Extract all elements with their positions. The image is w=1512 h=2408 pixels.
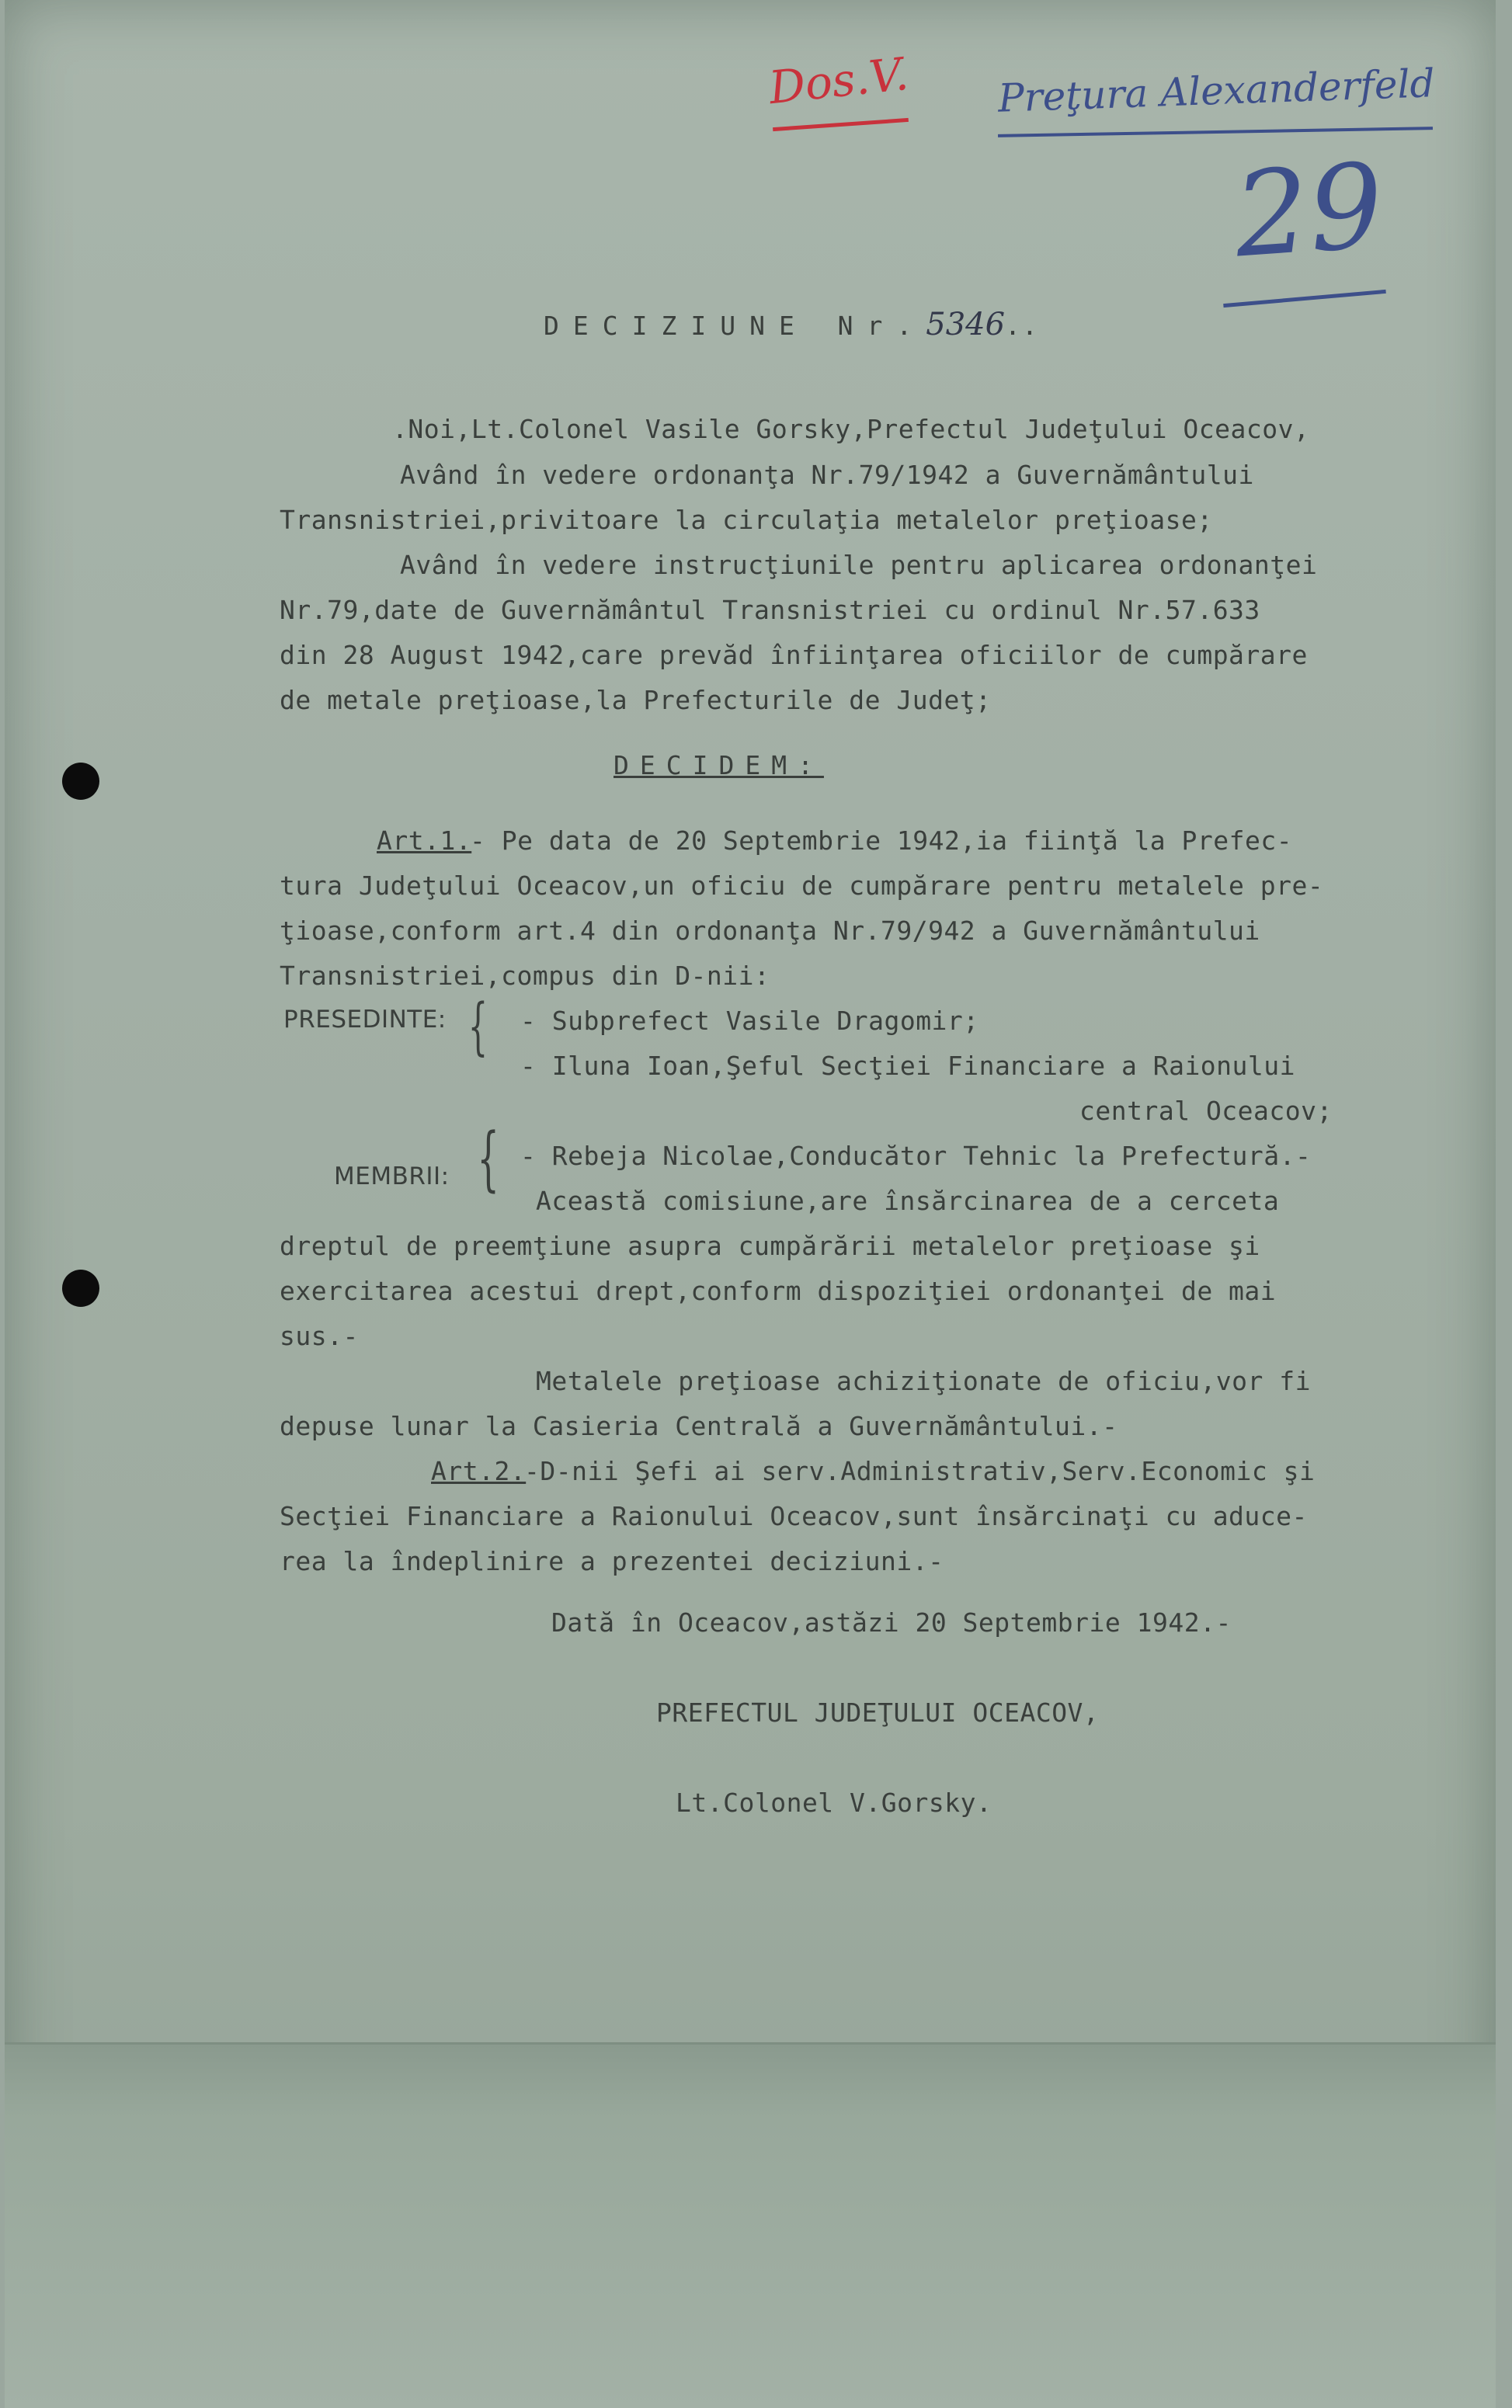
paper-fold [5,2042,1496,2408]
handwritten-note: Preţura Alexanderfeld [997,61,1436,121]
art2-label: Art.2. [431,1456,527,1486]
art1-para2-2: depuse lunar la Casieria Centrală a Guvernământului.- [280,1411,1118,1441]
body-line-2: Având în vedere ordonanţa Nr.79/1942 a Guvernământului [400,460,1254,490]
membrii-label: MEMBRII: [334,1162,450,1190]
art1-cont-2: dreptul de preemţiune asupra cumpărării metalelor preţioase şi [280,1231,1260,1261]
signature-name: Lt.Colonel V.Gorsky. [676,1788,992,1818]
decidem-heading: DECIDEM: [613,750,824,780]
body-line-3: Transnistriei,privitoare la circulaţia metalelor preţioase; [280,505,1213,535]
art1-label: Art.1. [377,825,472,856]
art1-cont-3: exercitarea acestui drept,conform dispoziţiei ordonanţei de mai [280,1276,1277,1306]
red-archive-mark: Dos.V. [766,47,911,115]
art1-cont-4: sus.- [280,1321,359,1351]
membru-2: - Rebeja Nicolae,Conducător Tehnic la Prefectură.- [520,1141,1312,1171]
presedinte-name: - Subprefect Vasile Dragomir; [520,1006,979,1036]
document-title: DECIZIUNE Nr.5346.. [544,307,1039,342]
art2-line-3: rea la îndeplinire a prezentei deciziuni.- [280,1546,944,1576]
art1-line-1: - Pe data de 20 Septembrie 1942,ia fiinţă la Prefec- [470,825,1293,856]
decision-number: 5346 [926,307,1006,342]
art1-line-3: ţioase,conform art.4 din ordonanţa Nr.79/942 a Guvernământului [280,916,1260,946]
body-line-7: de metale preţioase,la Prefecturile de Judeţ; [280,685,992,715]
art1-cont-1: Această comisiune,are însărcinarea de a cerceta [536,1186,1280,1216]
presedinte-brace: { [468,990,488,1062]
art2-line-1: -D-nii Şefi ai serv.Administrativ,Serv.Economic şi [524,1456,1316,1486]
membru-1-line-2: central Oceacov; [1079,1096,1333,1126]
presedinte-label: PRESEDINTE: [283,1006,447,1034]
signature-title: PREFECTUL JUDEŢULUI OCEACOV, [656,1697,1100,1728]
body-line-4: Având în vedere instrucţiunile pentru aplicarea ordonanţei [400,550,1318,580]
punch-hole-bottom [62,1270,99,1307]
art1-para2-1: Metalele preţioase achiziţionate de oficiu,vor fi [536,1366,1312,1396]
body-line-1: .Noi,Lt.Colonel Vasile Gorsky,Prefectul Judeţului Oceacov, [392,414,1310,444]
art1-line-2: tura Judeţului Oceacov,un oficiu de cumpărare pentru metalele pre- [280,870,1324,901]
art1-line-4: Transnistriei,compus din D-nii: [280,961,770,991]
body-line-5: Nr.79,date de Guvernământul Transnistriei cu ordinul Nr.57.633 [280,595,1260,625]
art2-line-2: Secţiei Financiare a Raionului Oceacov,sunt însărcinaţi cu aduce- [280,1501,1308,1531]
date-line: Dată în Oceacov,astăzi 20 Septembrie 1942.- [551,1607,1232,1638]
membrii-brace: { [477,1118,499,1200]
punch-hole-top [62,763,99,800]
body-line-6: din 28 August 1942,care prevăd înfiinţarea oficiilor de cumpărare [280,640,1308,670]
page-number: 29 [1230,138,1388,284]
membru-1-line-1: - Iluna Ioan,Şeful Secţiei Financiare a Raionului [520,1051,1296,1081]
